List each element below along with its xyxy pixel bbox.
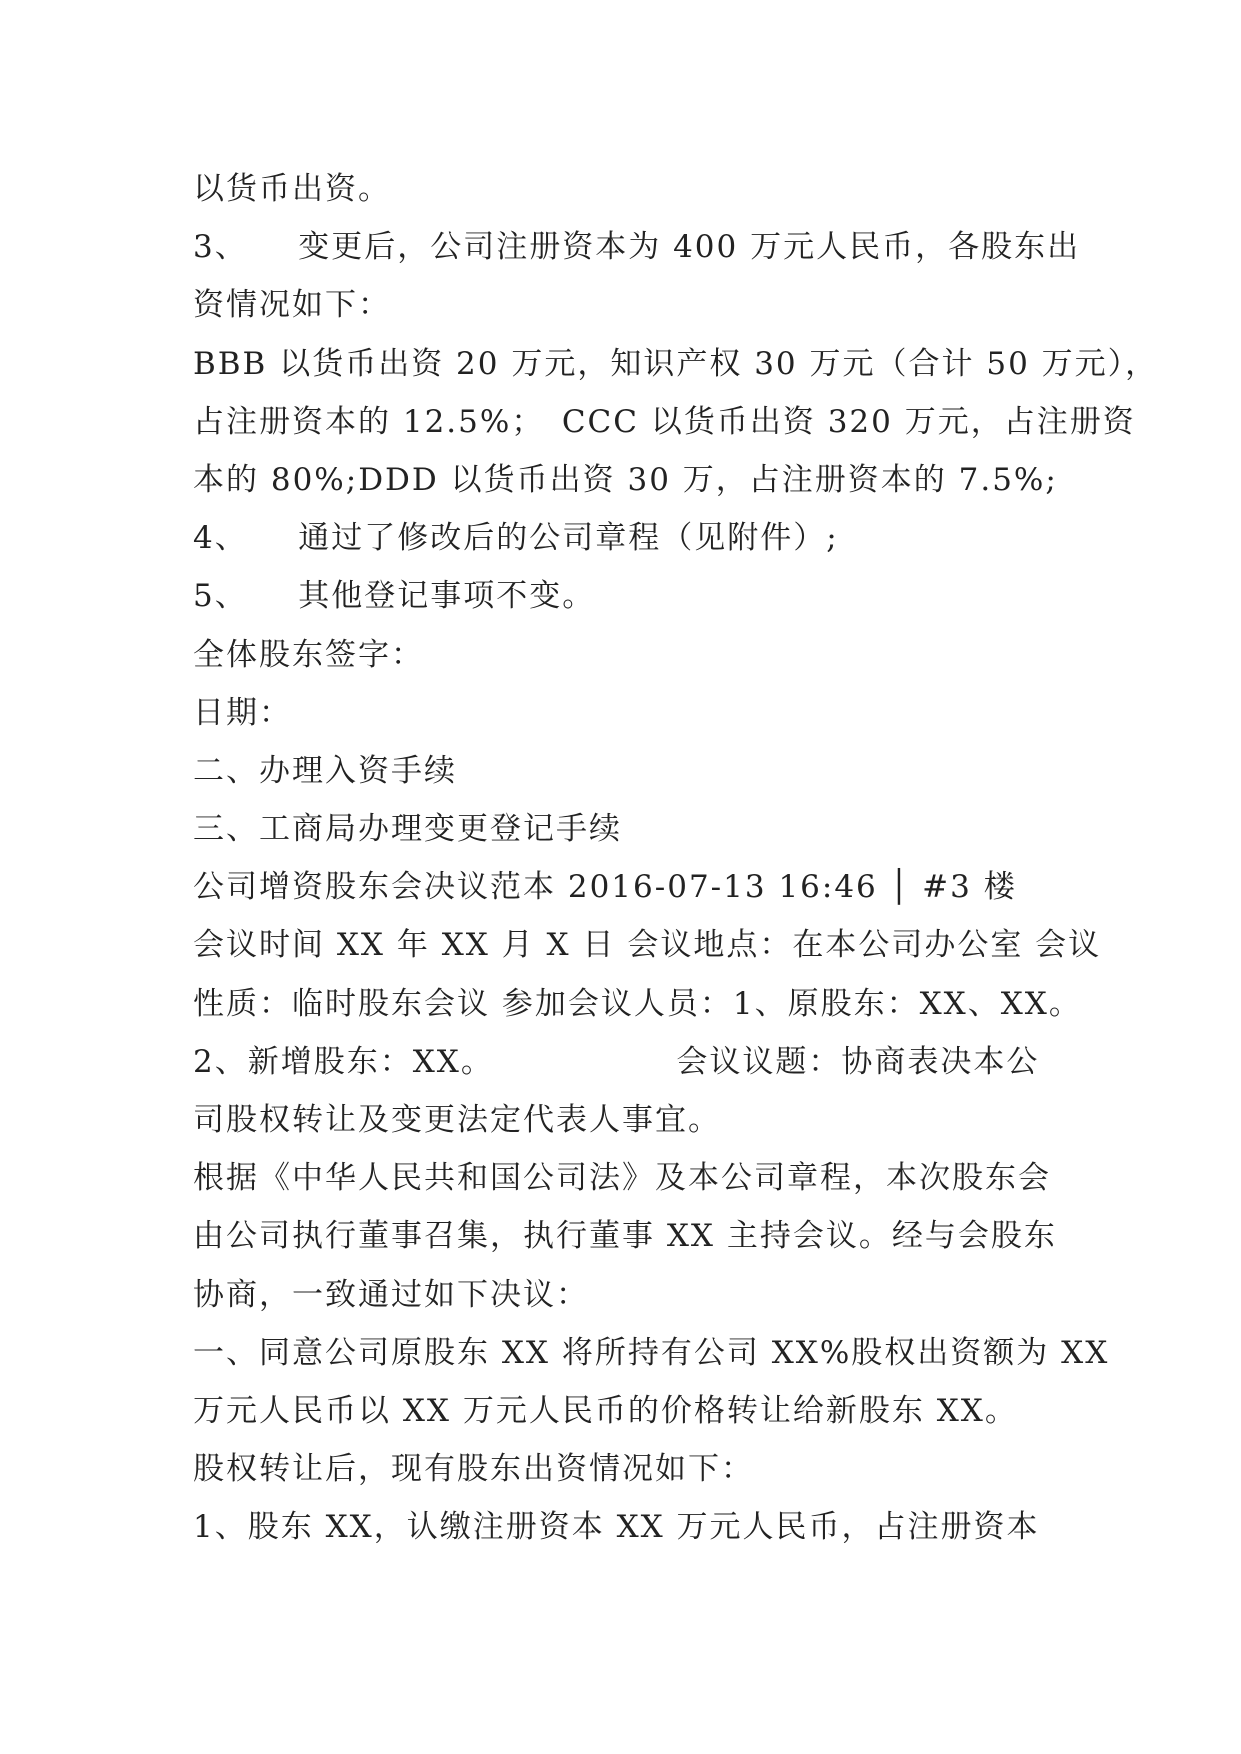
- document-body: [193, 160, 1159, 1557]
- signature-label: 全体股东签字：: [193, 636, 424, 673]
- text-line: 本的 80%;DDD 以货币出资 30 万，占注册资本的 7.5%;: [193, 461, 1058, 498]
- text-line: 1、股东 XX，认缴注册资本 XX 万元人民币，占注册资本: [193, 1509, 1040, 1546]
- text-line: 以货币出资。: [193, 171, 391, 207]
- text-line: 会议时间 XX 年 XX 月 X 日 会议地点：在本公司办公室 会议: [193, 927, 1102, 964]
- text-line: 2、新增股东：XX。 会议议题：协商表决本公: [193, 1043, 1040, 1080]
- text-line: 5、 其他登记事项不变。: [193, 578, 596, 615]
- section-heading: 三、工商局办理变更登记手续: [193, 811, 622, 848]
- text-line: 万元人民币以 XX 万元人民币的价格转让给新股东 XX。: [193, 1392, 1018, 1429]
- text-line: 协商，一致通过如下决议：: [193, 1276, 589, 1313]
- text-line: 由公司执行董事召集，执行董事 XX 主持会议。经与会股东: [193, 1218, 1057, 1255]
- text-line: BBB 以货币出资 20 万元，知识产权 30 万元（合计 50 万元），: [193, 345, 1159, 382]
- text-line: 3、 变更后，公司注册资本为 400 万元人民币，各股东出: [193, 229, 1081, 266]
- text-line: 股权转让后，现有股东出资情况如下：: [193, 1451, 754, 1488]
- text-line: 4、 通过了修改后的公司章程（见附件）;: [193, 520, 839, 557]
- post-header: 公司增资股东会决议范本 2016-07-13 16:46 │ #3 楼: [193, 869, 1017, 906]
- section-heading: 二、办理入资手续: [193, 752, 457, 789]
- text-line: 占注册资本的 12.5%； CCC 以货币出资 320 万元，占注册资: [193, 403, 1136, 440]
- text-line: 一、同意公司原股东 XX 将所持有公司 XX%股权出资额为 XX: [193, 1334, 1110, 1371]
- text-line: 性质：临时股东会议 参加会议人员：1、原股东：XX、XX。: [193, 985, 1082, 1022]
- text-line: 司股权转让及变更法定代表人事宜。: [193, 1102, 721, 1138]
- text-line: 资情况如下：: [193, 287, 391, 324]
- text-line: 根据《中华人民共和国公司法》及本公司章程，本次股东会: [193, 1160, 1051, 1197]
- date-label: 日期：: [193, 694, 292, 731]
